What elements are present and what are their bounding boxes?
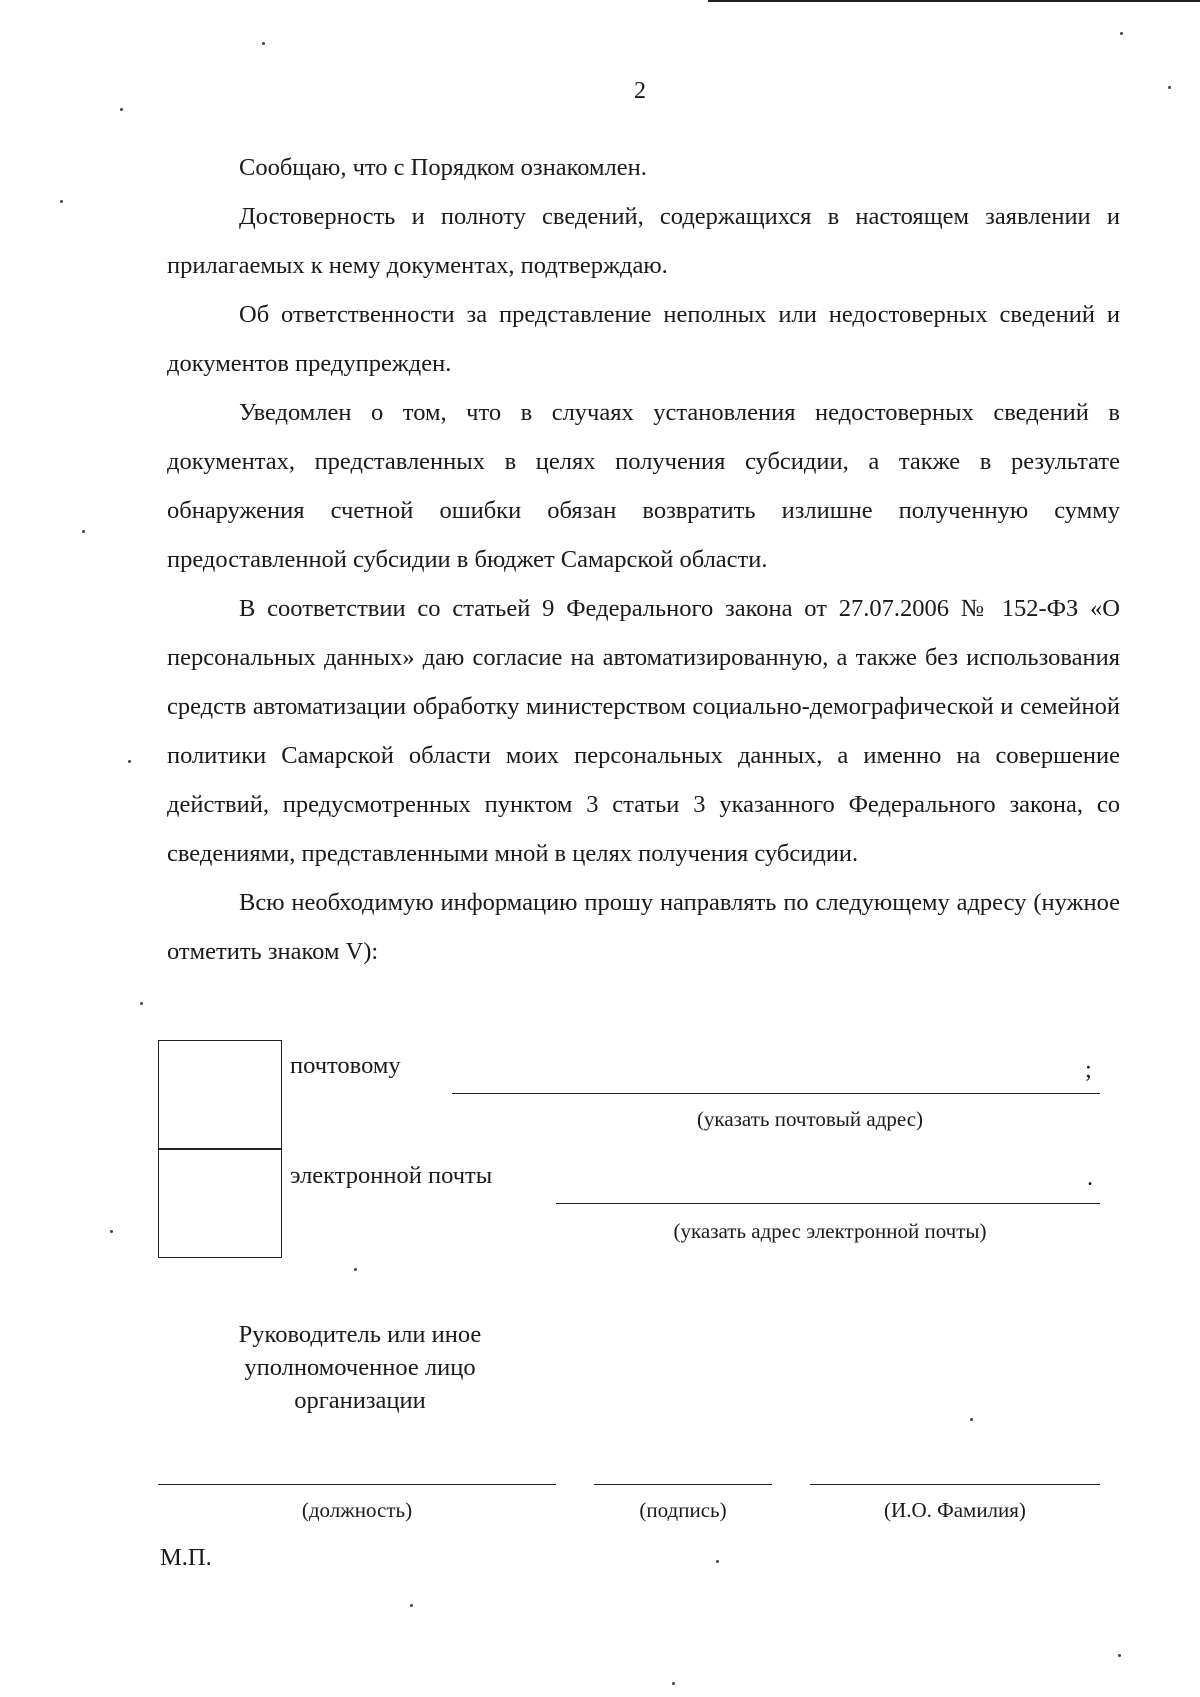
postal-address-line[interactable] xyxy=(452,1093,1100,1094)
body-text xyxy=(167,143,1120,976)
email-terminator: . xyxy=(1087,1164,1094,1191)
paragraph-responsibility: Об ответственности за представление неполных или недостоверных сведений и документов предупрежден. xyxy=(167,301,1120,377)
email-checkbox[interactable] xyxy=(158,1148,282,1258)
scan-speck xyxy=(128,760,131,763)
name-line[interactable] xyxy=(810,1484,1100,1485)
scan-speck xyxy=(970,1418,973,1421)
signer-line: уполномоченное лицо xyxy=(244,1354,476,1381)
email-hint: (указать адрес электронной почты) xyxy=(673,1219,987,1243)
scan-speck xyxy=(82,530,85,533)
scan-speck xyxy=(354,1268,357,1271)
paragraph-personal-data-consent: В соответствии со статьей 9 Федерального закона от 27.07.2006 № 152-ФЗ «О персональных данных» даю согласие на автоматизированную, а также без использования средств автоматизации обработку министерством социально-демографической и семейной политики Самарской области моих персональных данных, а именно на совершение действий, предусмотренных пунктом 3 статьи 3 указанного Федерального закона, со сведениями, представленными мной в целях получения субсидии. xyxy=(167,595,1120,867)
position-line[interactable] xyxy=(158,1484,556,1485)
scan-speck xyxy=(110,1230,113,1233)
scan-speck xyxy=(1168,86,1171,89)
scan-speck xyxy=(120,108,123,111)
signer-line: Руководитель или иное xyxy=(238,1321,482,1348)
page-number: 2 xyxy=(634,78,646,104)
postal-checkbox[interactable] xyxy=(158,1040,282,1150)
top-rule xyxy=(708,0,1200,2)
signature-line[interactable] xyxy=(594,1484,772,1485)
stamp-label: М.П. xyxy=(160,1544,212,1571)
name-caption: (И.О. Фамилия) xyxy=(884,1498,1026,1522)
email-address-line[interactable] xyxy=(556,1203,1100,1204)
scan-speck xyxy=(60,200,63,203)
scan-speck xyxy=(1118,1654,1121,1657)
postal-label: почтовому xyxy=(290,1052,401,1079)
paragraph-accuracy: Достоверность и полноту сведений, содержащихся в настоящем заявлении и прилагаемых к нему документах, подтверждаю. xyxy=(167,203,1120,279)
scan-speck xyxy=(140,1002,143,1005)
signature-caption: (подпись) xyxy=(639,1498,727,1522)
paragraph-acknowledgement: Сообщаю, что с Порядком ознакомлен. xyxy=(239,154,647,181)
scan-speck xyxy=(716,1560,719,1563)
scan-speck xyxy=(410,1604,413,1607)
scan-speck xyxy=(672,1682,675,1685)
postal-hint: (указать почтовый адрес) xyxy=(696,1107,924,1131)
email-label: электронной почты xyxy=(290,1162,493,1189)
scan-speck xyxy=(1120,32,1123,35)
scan-speck xyxy=(262,42,265,45)
paragraph-refund: Уведомлен о том, что в случаях установления недостоверных сведений в документах, представленных в целях получения субсидии, а также в результате обнаружения счетной ошибки обязан возвратить излишне полученную сумму предоставленной субсидии в бюджет Самарской области. xyxy=(167,399,1120,573)
signer-title xyxy=(190,1318,530,1417)
signer-line: организации xyxy=(294,1387,426,1414)
position-caption: (должность) xyxy=(301,1498,413,1522)
postal-terminator: ; xyxy=(1085,1056,1092,1083)
paragraph-address-request: Всю необходимую информацию прошу направлять по следующему адресу (нужное отметить знаком V): xyxy=(167,889,1120,965)
